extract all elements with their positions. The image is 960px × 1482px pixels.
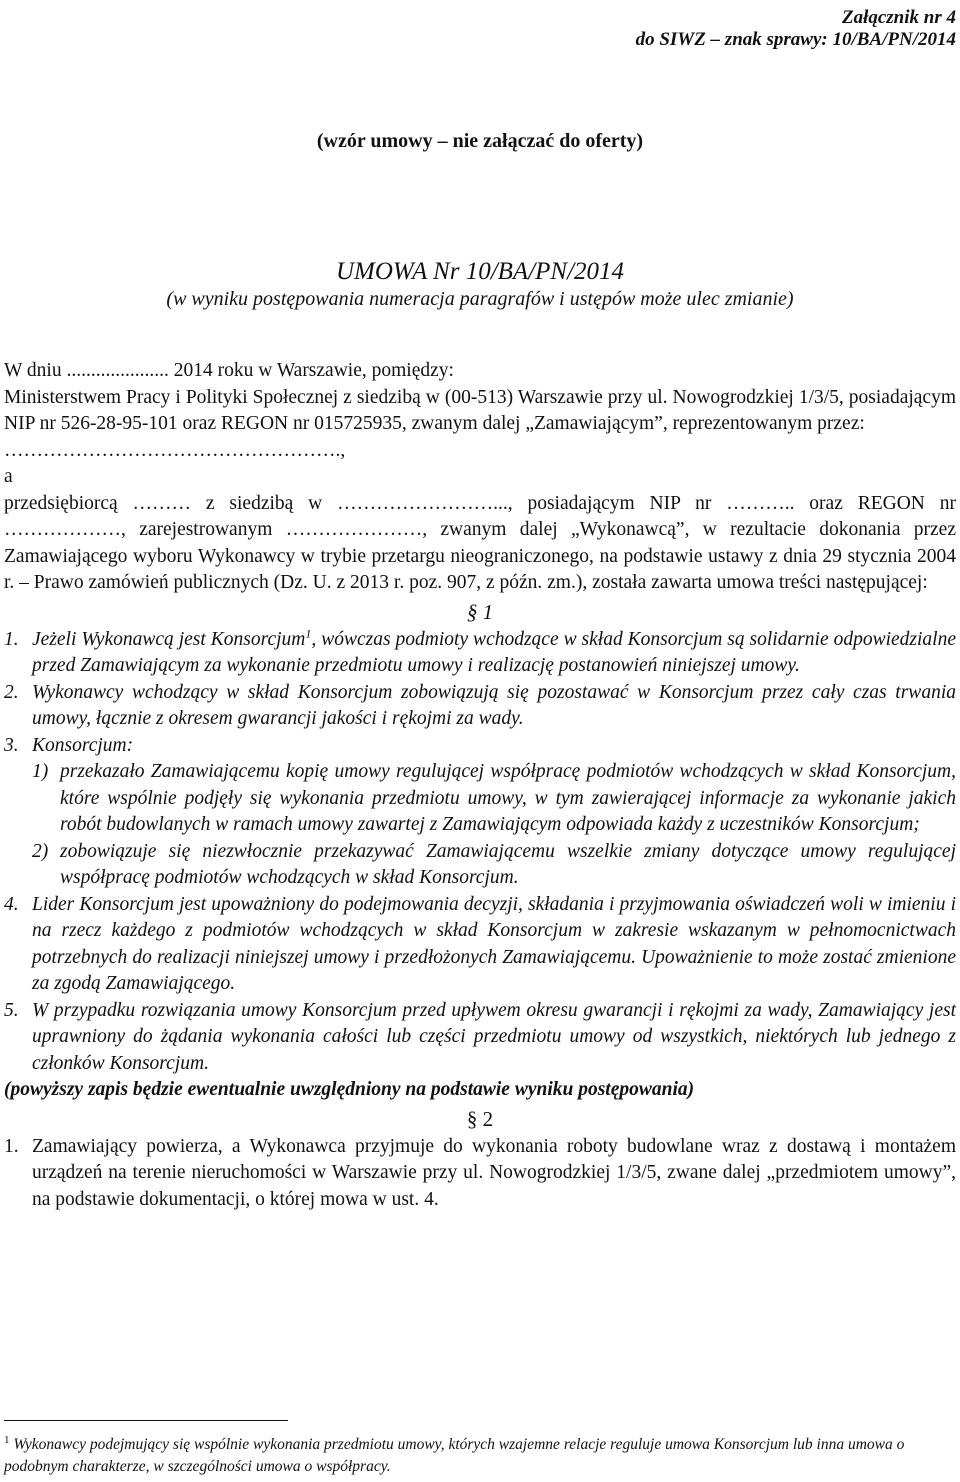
template-note: (wzór umowy – nie załączać do oferty) <box>316 130 644 152</box>
subitem-text: zobowiązuje się niezwłocznie przekazywać Zamawiającemu wszelkie zmiany dotyczące umowy regulującej współpracę podmiotów wchodzących w skład Konsorcjum. <box>60 840 956 888</box>
section-1-subitem-1 <box>32 759 956 839</box>
item-text: Lider Konsorcjum jest upoważniony do podejmowania decyzji, składania i przyjmowania oświadczeń woli w imieniu i na rzecz każdego z podmiotów wchodzących w skład Konsorcjum w zakresie wskazanym w pełnomocnictwach potrzebnych do realizacji niniejszej umowy i przedłożonych Zamawiającemu. Upoważnienie to może zostać zmienione za zgodą Zamawiającego. <box>32 893 956 994</box>
section-1-heading: § 1 <box>466 599 494 624</box>
item-number: 1. <box>4 1135 19 1157</box>
item-text: Zamawiający powierza, a Wykonawca przyjmuje do wykonania roboty budowlane wraz z dostawą i montażem urządzeń na terenie nieruchomości w Warszawie przy ul. Nowogrodzkiej 1/3/5, zwane dalej „przedmiotem umowy”, na podstawie dokumentacji, o której mowa w ust. 4. <box>32 1135 956 1210</box>
item-text-part: Jeżeli Wykonawcą jest Konsorcjum <box>32 628 306 650</box>
item-text-part: , wówczas podmioty wchodzące w skład Konsorcjum są solidarnie odpowiedzialne przed Zamawiającym za wykonanie przedmiotu umowy i realizację postanowień niniejszej umowy. <box>32 628 956 676</box>
item-number: 2. <box>4 681 19 703</box>
section-1-item-5 <box>4 998 956 1078</box>
section-2-item-1 <box>4 1134 956 1214</box>
item-text: Wykonawcy wchodzący w skład Konsorcjum zobowiązują się pozostawać w Konsorcjum przez cały czas trwania umowy, łącznie z okresem gwarancji jakości i rękojmi za wady. <box>32 681 956 729</box>
case-reference: do SIWZ – znak sprawy: 10/BA/PN/2014 <box>635 29 956 50</box>
item-number: 4. <box>4 893 19 915</box>
contract-title: UMOWA Nr 10/BA/PN/2014 <box>335 258 625 285</box>
footnote-text: Wykonawcy podejmujący się wspólnie wykonania przedmiotu umowy, których wzajemne relacje reguluje umowa Konsorcjum lub inna umowa o podobnym charakterze, w szczególności umowa o współpracy. <box>4 1436 905 1475</box>
subitem-number: 2) <box>32 840 49 862</box>
conditional-clause-note: (powyższy zapis będzie ewentualnie uwzględniony na podstawie wyniku postępowania) <box>4 1079 695 1100</box>
footnote-separator <box>4 1420 288 1421</box>
section-2-heading: § 2 <box>466 1106 494 1131</box>
section-1-item-4 <box>4 892 956 998</box>
item-number: 3. <box>4 734 19 756</box>
footnote-reference: 1 <box>305 626 312 640</box>
section-1-item-2 <box>4 680 956 733</box>
intro-date-line: W dniu ..................... 2014 roku w Warszawie, pomiędzy: <box>4 360 454 381</box>
item-text <box>32 627 956 680</box>
subitem-text: przekazało Zamawiającemu kopię umowy regulującej współpracę podmiotów wchodzących w skład Konsorcjum, które wspólnie podjęły się wykonania przedmiotu umowy, w tym zawierającej informacje za wykonanie jakich robót budowlanych w ramach umowy zawartej z Zamawiającym odpowiada każdy z uczestników Konsorcjum; <box>60 761 956 835</box>
section-1-item-1 <box>4 627 956 680</box>
section-1-item-3 <box>4 733 956 760</box>
item-number: 5. <box>4 999 19 1021</box>
footnote-mark: 1 <box>4 1433 10 1446</box>
footnote <box>4 1434 954 1478</box>
item-number: 1. <box>4 628 19 650</box>
intro-ordering-party: Ministerstwem Pracy i Polityki Społecznej z siedzibą w (00-513) Warszawie przy ul. Nowogrodzkiej 1/3/5, posiadającym NIP nr 526-28-95-101 oraz REGON nr 015725935, zwanym dalej „Zamawiającym”, reprezentowanym przez: <box>4 386 956 434</box>
section-1-subitem-2 <box>32 839 956 892</box>
attachment-label: Załącznik nr 4 <box>841 7 956 28</box>
item-text: Konsorcjum: <box>32 734 134 756</box>
contract-body <box>4 358 956 1213</box>
item-text: W przypadku rozwiązania umowy Konsorcjum przed upływem okresu gwarancji i rękojmi za wady, Zamawiający jest uprawniony do żądania wykonania całości lub części przedmiotu umowy od wszystkich, niektórych lub jednego z członków Konsorcjum. <box>32 999 956 1074</box>
intro-representative: ……………………………………………., <box>4 439 346 461</box>
contract-subtitle: (w wyniku postępowania numeracja paragrafów i ustępów może ulec zmianie) <box>166 288 794 310</box>
intro-conjunction: a <box>4 466 13 487</box>
subitem-number: 1) <box>32 761 49 782</box>
intro-contractor: przedsiębiorcą ……… z siedzibą w ……………………..., posiadającym NIP nr ……….. oraz REGON nr ………………, zarejestrowanym …………………, zwanym dalej „Wykonawcą”, w rezultacie dokonania przez Zamawiającego wyboru Wykonawcy w trybie przetargu nieograniczonego, na podstawie ustawy z dnia 29 stycznia 2004 r. – Prawo zamówień publicznych (Dz. U. z 2013 r. poz. 907, z późn. zm.), została zawarta umowa treści następującej: <box>4 492 956 593</box>
